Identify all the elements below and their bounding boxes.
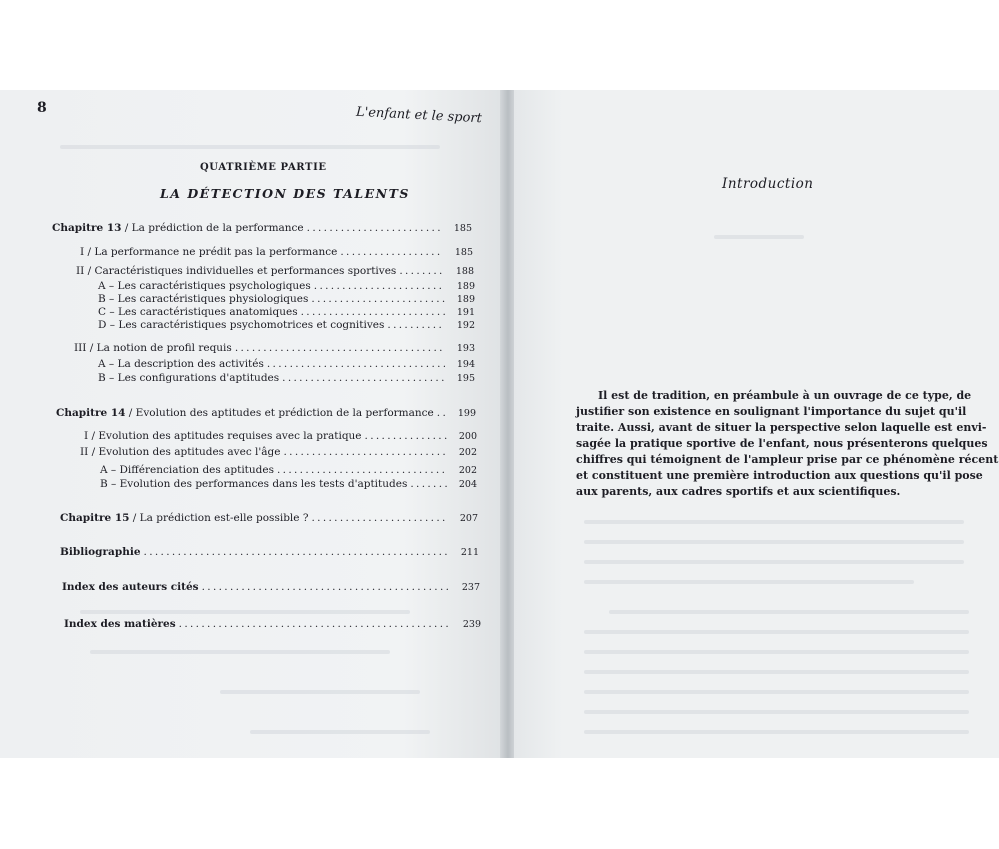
toc-page-number: 202 — [458, 465, 477, 476]
toc-entry[interactable] — [98, 306, 475, 318]
toc-entry-label: Chapitre 13 / La prédiction de la performance — [52, 222, 304, 234]
toc-entry-label: B – Evolution des performances dans les tests d'aptitudes — [100, 478, 408, 490]
toc-entry[interactable] — [98, 372, 475, 384]
toc-entry[interactable] — [76, 265, 474, 277]
toc-page-number: 211 — [460, 547, 479, 558]
show-through-line — [584, 630, 969, 634]
toc-entry[interactable] — [80, 446, 477, 458]
show-through-line — [90, 650, 390, 654]
toc-entry-chapter-15[interactable] — [60, 512, 478, 524]
toc-leader — [407, 478, 447, 490]
toc-page-number: 199 — [457, 408, 476, 419]
toc-leader — [141, 546, 449, 558]
toc-page-number: 185 — [453, 223, 472, 234]
toc-entry[interactable] — [80, 246, 473, 258]
toc-entry[interactable] — [100, 478, 477, 490]
toc-entry-label: Bibliographie — [60, 546, 141, 558]
toc-leader — [384, 319, 445, 331]
toc-entry-label: D – Les caractéristiques psychomotrices et cognitives — [98, 319, 385, 331]
toc-leader — [199, 581, 450, 593]
toc-leader — [279, 372, 445, 384]
toc-page-number: 185 — [454, 247, 473, 258]
toc-entry[interactable] — [98, 293, 475, 305]
toc-leader — [434, 407, 446, 419]
toc-leader — [280, 446, 447, 458]
toc-entry-label: B – Les configurations d'aptitudes — [98, 372, 280, 384]
show-through-line — [584, 650, 969, 654]
show-through-line — [220, 690, 420, 694]
toc-leader — [232, 342, 445, 354]
toc-entry-label: A – Les caractéristiques psychologiques — [98, 280, 311, 292]
toc-entry-chapter-14[interactable] — [56, 407, 476, 419]
toc-entry-subject-index[interactable] — [64, 618, 481, 630]
toc-leader — [298, 306, 445, 318]
toc-leader — [308, 293, 445, 305]
show-through-line — [609, 610, 969, 614]
toc-entry-label: Chapitre 14 / Evolution des aptitudes et prédiction de la performance — [56, 407, 434, 419]
toc-entry-chapter-13[interactable] — [52, 222, 472, 234]
toc-entry-label: III / La notion de profil requis — [74, 342, 232, 354]
part-title: LA DÉTECTION DES TALENTS — [160, 186, 410, 201]
toc-entry-bibliography[interactable] — [60, 546, 479, 558]
show-through-line — [584, 730, 969, 734]
toc-leader — [264, 358, 445, 370]
toc-entry-label: II / Caractéristiques individuelles et performances sportives — [76, 265, 397, 277]
toc-entry[interactable] — [98, 280, 475, 292]
introduction-title: Introduction — [722, 176, 814, 192]
toc-leader — [274, 464, 447, 476]
toc-entry-label: Index des matières — [64, 618, 176, 630]
toc-page-number: 200 — [458, 431, 477, 442]
paragraph-line: justifier son existence en soulignant l'importance du sujet qu'il — [576, 405, 967, 418]
toc-leader — [396, 265, 444, 277]
left-page — [0, 90, 505, 758]
toc-leader — [362, 430, 447, 442]
toc-entry-author-index[interactable] — [62, 581, 480, 593]
toc-page-number: 195 — [456, 373, 475, 384]
show-through-line — [584, 710, 969, 714]
show-through-line — [584, 670, 969, 674]
toc-entry-label: Chapitre 15 / La prédiction est-elle possible ? — [60, 512, 309, 524]
toc-leader — [304, 222, 442, 234]
paragraph-line: et constituent une première introduction aux questions qu'il pose — [576, 469, 983, 482]
toc-entry-label: A – Différenciation des aptitudes — [100, 464, 274, 476]
toc-page-number: 192 — [456, 320, 475, 331]
toc-page-number: 239 — [462, 619, 481, 630]
introduction-paragraph — [576, 388, 999, 500]
toc-page-number: 207 — [459, 513, 478, 524]
toc-entry-label: II / Evolution des aptitudes avec l'âge — [80, 446, 281, 458]
toc-entry-label: I / Evolution des aptitudes requises avec la pratique — [84, 430, 362, 442]
toc-entry[interactable] — [98, 358, 475, 370]
open-book — [0, 90, 999, 758]
paragraph-line: chiffres qui témoignent de l'ampleur prise par ce phénomène récent — [576, 453, 999, 466]
toc-entry-label: C – Les caractéristiques anatomiques — [98, 306, 298, 318]
paragraph-line: sagée la pratique sportive de l'enfant, nous présenterons quelques — [576, 437, 988, 450]
toc-leader — [311, 280, 445, 292]
show-through-line — [714, 235, 804, 239]
show-through-line — [584, 690, 969, 694]
toc-page-number: 193 — [456, 343, 475, 354]
running-head: L'enfant et le sport — [355, 104, 483, 127]
toc-leader — [337, 246, 443, 258]
toc-page-number: 189 — [456, 294, 475, 305]
show-through-line — [584, 520, 964, 524]
paragraph-line: aux parents, aux cadres sportifs et aux scientifiques. — [576, 485, 901, 498]
toc-page-number: 194 — [456, 359, 475, 370]
toc-page-number: 204 — [458, 479, 477, 490]
show-through-line — [60, 145, 440, 149]
toc-page-number: 188 — [455, 266, 474, 277]
toc-entry[interactable] — [84, 430, 477, 442]
toc-page-number: 189 — [456, 281, 475, 292]
toc-page-number: 191 — [456, 307, 475, 318]
toc-entry-label: I / La performance ne prédit pas la performance — [80, 246, 338, 258]
toc-entry[interactable] — [74, 342, 475, 354]
show-through-line — [584, 580, 914, 584]
paragraph-line: Il est de tradition, en préambule à un ouvrage de ce type, de — [598, 389, 972, 402]
part-label: QUATRIÈME PARTIE — [200, 162, 327, 173]
toc-entry-label: A – La description des activités — [98, 358, 264, 370]
show-through-line — [80, 610, 410, 614]
show-through-line — [250, 730, 430, 734]
toc-leader — [176, 618, 451, 630]
toc-leader — [308, 512, 448, 524]
toc-entry[interactable] — [100, 464, 477, 476]
toc-entry[interactable] — [98, 319, 475, 331]
toc-page-number: 237 — [461, 582, 480, 593]
right-page — [514, 90, 999, 758]
paragraph-line: traite. Aussi, avant de situer la perspective selon laquelle est envi- — [576, 421, 987, 434]
show-through-line — [584, 560, 964, 564]
toc-page-number: 202 — [458, 447, 477, 458]
show-through-line — [584, 540, 964, 544]
toc-entry-label: B – Les caractéristiques physiologiques — [98, 293, 309, 305]
toc-entry-label: Index des auteurs cités — [62, 581, 199, 593]
page-number: 8 — [37, 100, 47, 116]
